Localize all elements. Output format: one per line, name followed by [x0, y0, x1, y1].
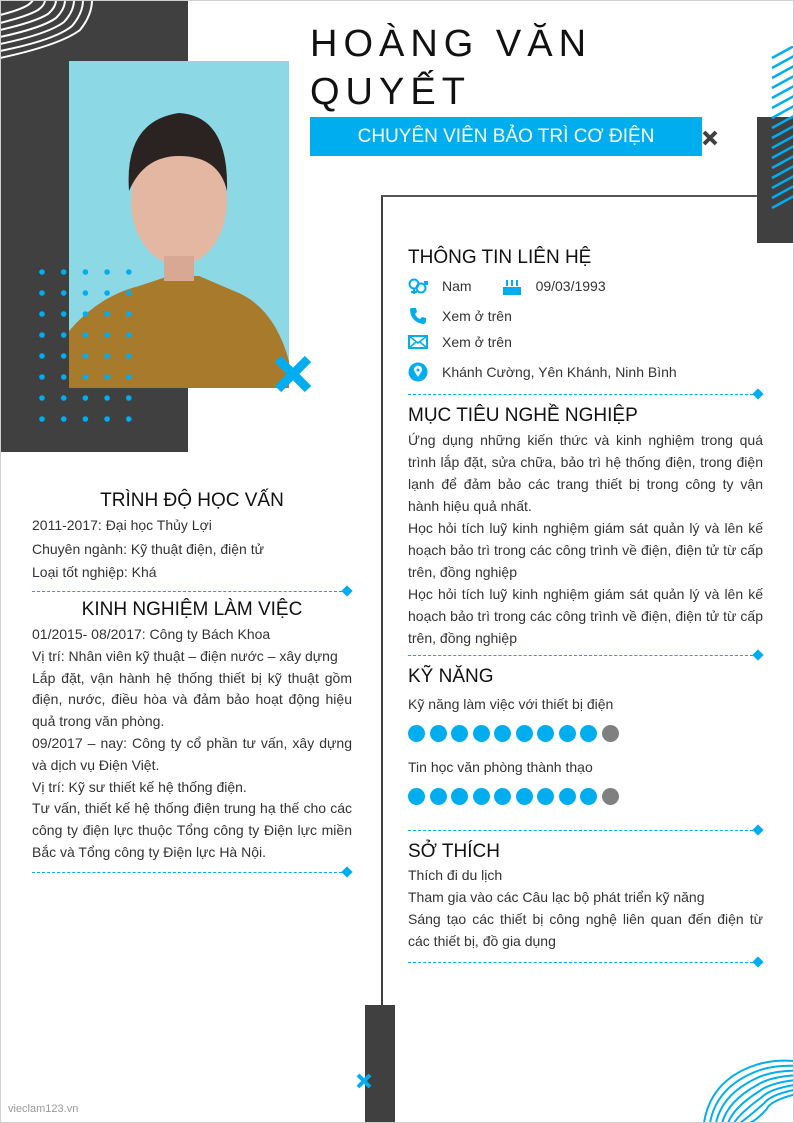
rating-dot-filled	[473, 788, 490, 805]
vertical-divider-line	[381, 195, 383, 1005]
job-title: CHUYÊN VIÊN BẢO TRÌ CƠ ĐIỆN	[310, 117, 702, 156]
objective-paragraph: Học hỏi tích luỹ kinh nghiệm giám sát quản lý và lên kế hoạch bảo trì trong các công trình về điện, điện tử từ cấp trên, đồng nghiệp	[408, 586, 763, 646]
rating-dot-filled	[559, 788, 576, 805]
phone-icon	[408, 306, 428, 326]
experience-line: Tư vấn, thiết kế hệ thống điện trung hạ thế cho các công ty điện lực thuộc Tổng công ty Điện lực miền Bắc và Tổng công ty Điện lực Hà Nội.	[32, 800, 352, 860]
birthday-cake-icon	[502, 276, 522, 296]
rating-dot-filled	[473, 725, 490, 742]
skill-rating	[408, 788, 763, 805]
gender-icon	[408, 276, 428, 296]
section-divider	[32, 868, 352, 878]
horizontal-divider-line	[381, 195, 757, 197]
contact-title: THÔNG TIN LIÊN HỆ	[408, 247, 592, 268]
rating-dot-filled	[430, 788, 447, 805]
experience-line: Lắp đặt, vận hành hệ thống thiết bị kỹ thuật gồm điện, nước, điều hòa và đảm bảo hoạt động hiệu quả trong văn phòng.	[32, 669, 352, 730]
small-blue-x-decoration	[356, 1073, 372, 1089]
rating-dot-empty	[602, 725, 619, 742]
name-line-1: HOÀNG VĂN	[310, 23, 593, 65]
rating-dot-filled	[408, 788, 425, 805]
rating-dot-filled	[408, 725, 425, 742]
objective-paragraph: Ứng dụng những kiến thức và kinh nghiệm trong quá trình lắp đặt, sửa chữa, bảo trì hệ thống điện, trong điện lạnh để đảm bảo các trang thiết bị trong công ty vận hành hiệu quả nhất.	[408, 432, 763, 514]
concentric-lines-decoration	[0, 0, 100, 62]
skill-name: Tin học văn phòng thành thạo	[408, 759, 593, 775]
experience-line: 09/2017 – nay: Công ty cổ phần tư vấn, xây dựng và dịch vụ Điện Việt.	[32, 734, 352, 773]
education-line: Chuyên ngành: Kỹ thuật điện, điện tử	[32, 540, 264, 557]
rating-dot-filled	[580, 788, 597, 805]
location-pin-icon	[408, 362, 428, 382]
rating-dot-filled	[516, 788, 533, 805]
blue-concentric-lines-decoration	[700, 1055, 794, 1123]
experience-title: KINH NGHIỆM LÀM VIỆC	[81, 599, 303, 620]
dark-x-decoration	[702, 130, 718, 146]
experience-line: Vị trí: Nhân viên kỹ thuật – điện nước – xây dựng	[32, 647, 338, 664]
section-divider	[32, 587, 352, 597]
rating-dot-filled	[430, 725, 447, 742]
objective-section	[408, 404, 763, 649]
hobbies-title: SỞ THÍCH	[408, 841, 500, 862]
rating-dot-filled	[451, 725, 468, 742]
email-value: Xem ở trên	[442, 334, 512, 350]
education-title: TRÌNH ĐỘ HỌC VẤN	[100, 490, 284, 511]
gender-value: Nam	[442, 278, 472, 294]
rating-dot-filled	[494, 725, 511, 742]
hobby-item: Sáng tạo các thiết bị công nghệ liên quan đến điện từ các thiết bị, đồ gia dụng	[408, 911, 763, 949]
address-value: Khánh Cường, Yên Khánh, Ninh Bình	[442, 364, 677, 380]
education-section	[32, 489, 352, 585]
rating-dot-filled	[580, 725, 597, 742]
rating-dot-filled	[451, 788, 468, 805]
skill-name: Kỹ năng làm việc với thiết bị điện	[408, 696, 614, 712]
rating-dot-empty	[602, 788, 619, 805]
objective-title: MỤC TIÊU NGHỀ NGHIỆP	[408, 405, 638, 426]
skills-section	[408, 665, 763, 805]
skill-rating	[408, 725, 763, 742]
hobbies-section	[408, 840, 763, 952]
rating-dot-filled	[559, 725, 576, 742]
email-icon	[408, 332, 428, 352]
hobby-item: Thích đi du lịch	[408, 867, 503, 883]
dots-pattern-decoration	[36, 266, 136, 428]
section-divider	[408, 958, 763, 968]
blue-x-decoration	[274, 355, 312, 393]
name-line-2: QUYẾT	[310, 71, 471, 113]
rating-dot-filled	[537, 725, 554, 742]
hobby-item: Tham gia vào các Câu lạc bộ phát triển kỹ năng	[408, 889, 705, 905]
section-divider	[408, 826, 763, 836]
experience-section	[32, 598, 352, 864]
experience-line: Vị trí: Kỹ sư thiết kế hệ thống điện.	[32, 778, 247, 795]
phone-value: Xem ở trên	[442, 308, 512, 324]
bottom-dark-block	[365, 1005, 395, 1123]
watermark: vieclam123.vn	[8, 1103, 79, 1115]
objective-paragraph: Học hỏi tích luỹ kinh nghiệm giám sát quản lý và lên kế hoạch bảo trì trong các công trình về điện, điện tử từ cấp trên, đồng nghiệp	[408, 520, 763, 580]
section-divider	[408, 390, 763, 400]
birthday-value: 09/03/1993	[535, 278, 606, 294]
education-line: Loại tốt nghiệp: Khá	[32, 564, 157, 580]
section-divider	[408, 651, 763, 661]
skills-title: KỸ NĂNG	[408, 666, 494, 687]
rating-dot-filled	[537, 788, 554, 805]
rating-dot-filled	[494, 788, 511, 805]
education-line: 2011-2017: Đại học Thủy Lợi	[32, 517, 212, 533]
experience-line: 01/2015- 08/2017: Công ty Bách Khoa	[32, 626, 271, 642]
contact-section	[408, 246, 763, 385]
diagonal-stripes-decoration	[770, 46, 794, 210]
rating-dot-filled	[516, 725, 533, 742]
